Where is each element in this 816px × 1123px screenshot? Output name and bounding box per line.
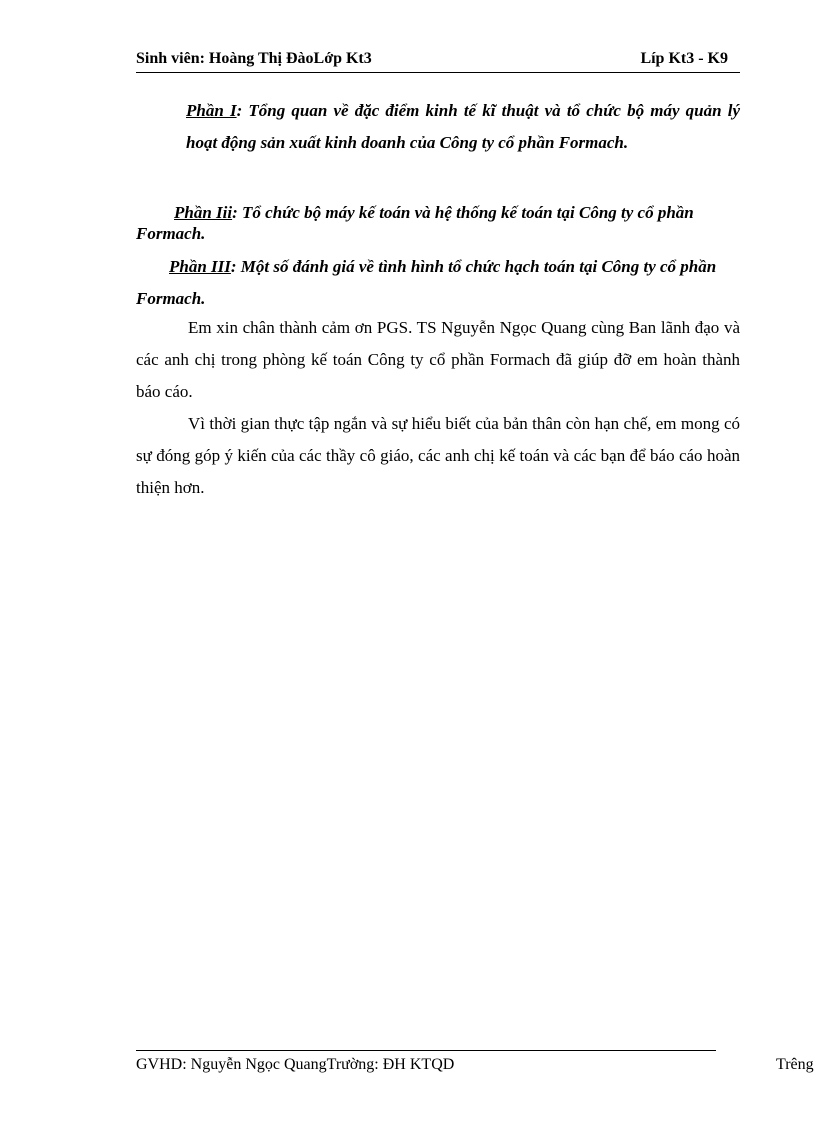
section-text: : Một số đánh giá về tình hình tổ chức hạch toán tại Công ty cổ phần Formach.: [136, 257, 717, 308]
section-text: : Tổng quan về đặc điểm kinh tế kĩ thuật và tổ chức bộ máy quản lý hoạt động sản xuất kinh doanh của Công ty cổ phần Formach.: [186, 101, 740, 152]
section-label: Phần I: [186, 101, 237, 120]
footer-supervisor: GVHD: Nguyễn Ngọc QuangTrường: ĐH KTQD: [136, 1056, 455, 1073]
section-label: Phần Iii: [174, 203, 233, 222]
page-header: [136, 50, 740, 73]
section-label: Phần III: [169, 257, 231, 276]
header-class: Líp Kt3 - K9: [640, 50, 728, 67]
header-student-info: Sinh viên: Hoàng Thị ĐàoLớp Kt3: [136, 50, 372, 67]
footer-divider: [136, 1050, 716, 1051]
section-item-2: [136, 202, 726, 244]
paragraph-thanks: Em xin chân thành cảm ơn PGS. TS Nguyễn Ngọc Quang cùng Ban lãnh đạo và các anh chị trong phòng kế toán Công ty cổ phần Formach đã giúp đỡ em hoàn thành báo cáo.: [136, 318, 740, 401]
section-text: : Tổ chức bộ máy kế toán và hệ thống kế toán tại Công ty cổ phần Formach.: [136, 203, 694, 243]
paragraph-closing: Vì thời gian thực tập ngắn và sự hiểu biết của bản thân còn hạn chế, em mong có sự đóng góp ý kiến của các thầy cô giáo, các anh chị kế toán và các bạn để báo cáo hoàn thiện hơn.: [136, 414, 740, 497]
section-item-3: [136, 251, 726, 315]
footer-page: Trêng: [776, 1056, 814, 1073]
section-item-1: [186, 95, 740, 159]
